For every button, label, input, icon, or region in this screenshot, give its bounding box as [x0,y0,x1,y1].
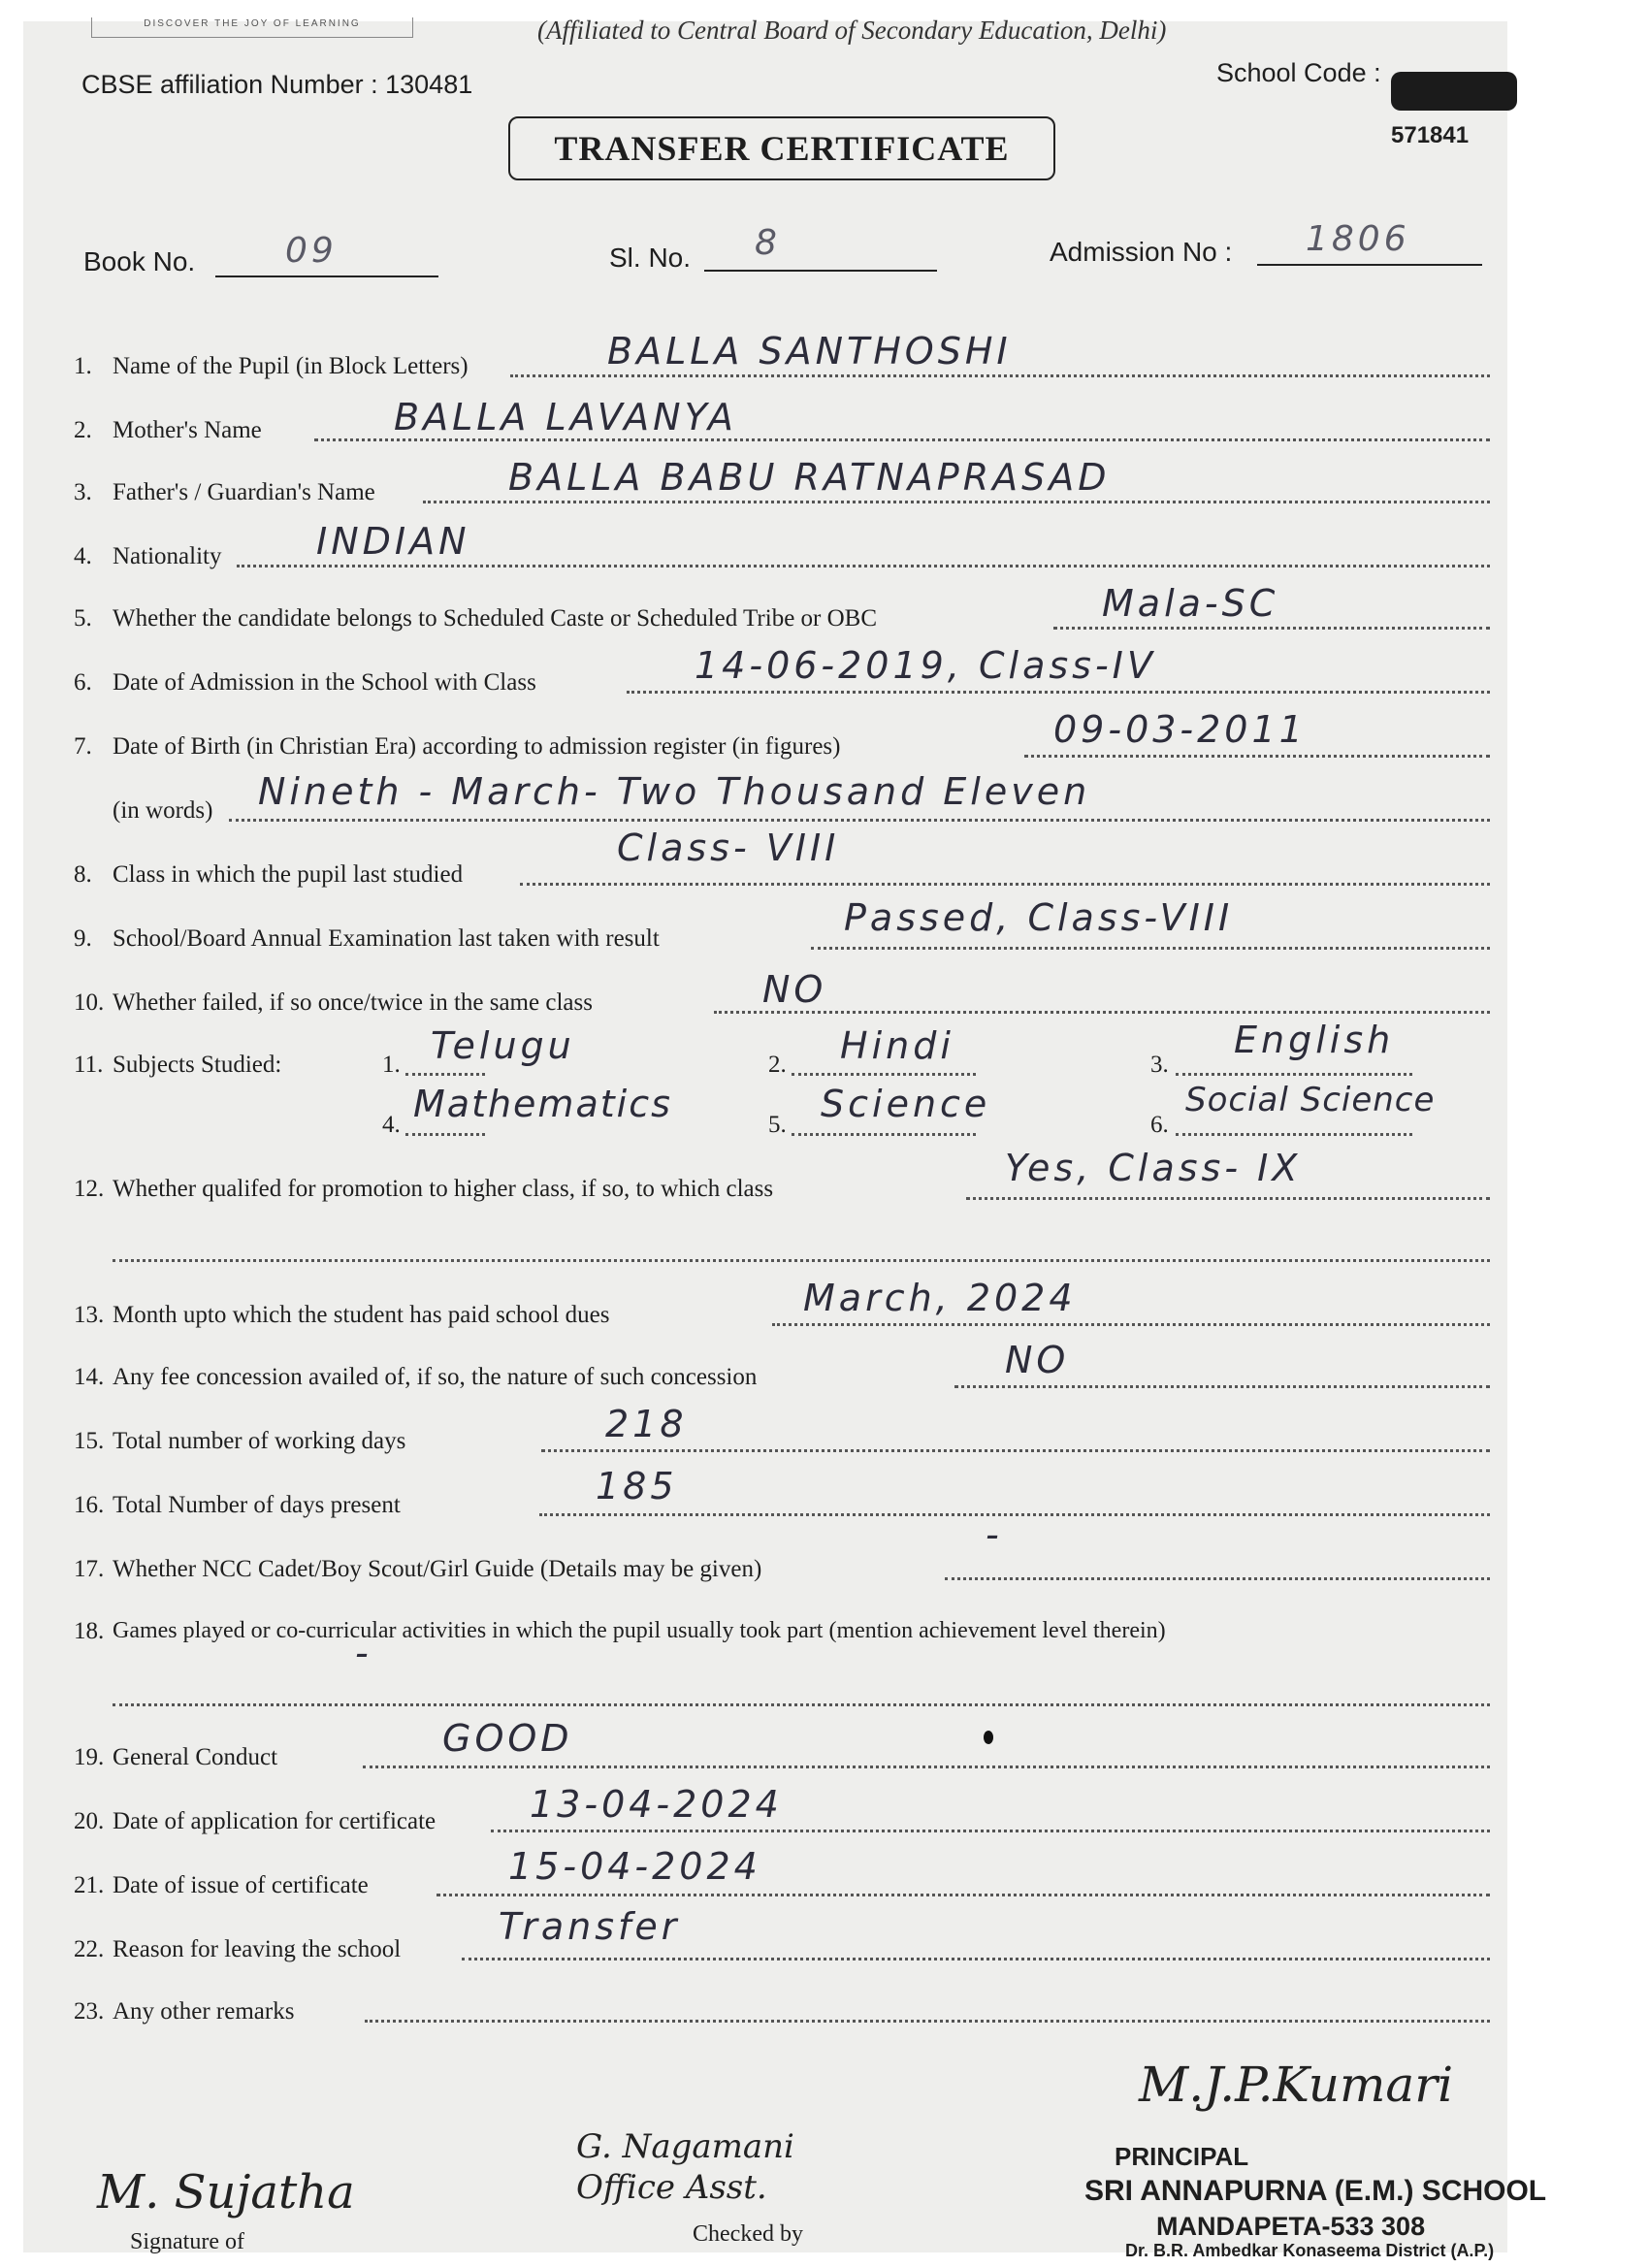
book-no-value: 09 [285,231,338,271]
dotted-line [462,1958,1490,1960]
field-row [74,396,1490,452]
book-no-underline [215,275,438,277]
subject-number: 5. [768,1112,787,1138]
field-number: 10. [74,989,105,1016]
field-value: INDIAN [316,520,470,563]
dotted-line [436,1894,1490,1896]
field-number: 3. [74,479,92,505]
dotted-line [945,1577,1490,1580]
field-row [74,1513,1490,1591]
dotted-line [541,1449,1490,1452]
dotted-line [314,438,1490,441]
subject-value: Science [821,1083,991,1125]
subject-value: Telugu [431,1024,575,1067]
field-label: Total number of working days [113,1428,406,1454]
field-label: Date of application for certificate [113,1808,436,1834]
field-label: Any fee concession availed of, if so, the nature of such concession [113,1364,758,1390]
field-value: BALLA SANTHOSHI [607,330,1012,373]
field-number: 9. [74,925,92,952]
field-label: Date of Birth (in Christian Era) according to admission register (in figures) [113,733,841,760]
field-row [74,1783,1490,1843]
field-value: 218 [605,1403,688,1445]
subject-value: Hindi [840,1024,954,1067]
redacted-school-code [1391,72,1517,111]
principal-signature: M.J.P.Kumari [1139,2057,1454,2113]
field-value: March, 2024 [803,1277,1077,1319]
field-value: NO [762,968,827,1011]
continuation-row [74,1682,1490,1717]
field-row [74,520,1490,578]
field-number: 11. [74,1052,104,1078]
subject-number: 1. [382,1052,401,1078]
field-row [74,1465,1490,1527]
field-value: Yes, Class- IX [1005,1147,1302,1189]
school-tagline: DISCOVER THE JOY OF LEARNING [91,17,413,38]
field-label: Whether qualifed for promotion to higher class, if so, to which class [113,1176,774,1202]
dotted-line [405,1133,485,1136]
admission-no-underline [1257,264,1482,266]
dotted-line [1176,1073,1412,1076]
subject-value: Mathematics [413,1083,672,1125]
field-value: BALLA LAVANYA [394,396,737,438]
field-row [74,1845,1490,1907]
field-row [74,1717,1490,1779]
field-row [74,1905,1490,1971]
field-row [74,330,1490,388]
field-value: NO [1005,1339,1070,1381]
sl-no-label: Sl. No. [609,243,692,273]
admission-no-value: 1806 [1306,219,1410,259]
field-value: Nineth - March- Two Thousand Eleven [258,770,1091,813]
dotted-line [966,1197,1490,1200]
field-value: - [355,1632,372,1674]
field-number: 8. [74,861,92,888]
dotted-line [113,1703,1490,1706]
field-value: Passed, Class-VIII [844,896,1234,939]
field-label: School/Board Annual Examination last taken with result [113,925,660,952]
field-label: Whether the candidate belongs to Scheduled Caste or Scheduled Tribe or OBC [113,605,878,632]
field-label: (in words) [113,797,213,824]
field-value: - [986,1513,1003,1556]
field-label: Reason for leaving the school [113,1936,402,1962]
field-row [74,1618,1490,1674]
principal-title: PRINCIPAL [1115,2142,1249,2171]
dotted-line [714,1011,1490,1014]
affiliation-line: (Affiliated to Central Board of Secondary Education, Delhi) [537,16,1167,45]
field-number: 7. [74,733,92,760]
field-label: Mother's Name [113,417,262,443]
field-value: BALLA BABU RATNAPRASAD [508,456,1111,499]
field-value: Transfer [499,1905,681,1948]
field-row [74,826,1490,896]
dotted-line [491,1830,1490,1832]
field-number: 2. [74,417,92,443]
dotted-line [520,883,1490,886]
field-number: 4. [74,543,92,569]
field-value: 14-06-2019, Class-IV [695,644,1156,687]
dotted-line [365,2020,1490,2023]
field-number: 15. [74,1428,105,1454]
checker-signature: G. Nagamani Office Asst. [576,2127,794,2207]
field-row [74,1147,1490,1211]
subject-value: Social Science [1185,1081,1436,1119]
field-label: Class in which the pupil last studied [113,861,464,888]
school-code-label: School Code : [1216,58,1381,87]
dotted-line [113,1259,1490,1262]
field-value: Class- VIII [617,826,840,869]
subject-number: 2. [768,1052,787,1078]
field-number: 14. [74,1364,105,1390]
school-place-stamp: MANDAPETA-533 308 [1156,2212,1426,2241]
field-number: 21. [74,1872,105,1898]
field-label: General Conduct [113,1744,278,1770]
field-value: 13-04-2024 [530,1783,783,1826]
field-value: GOOD [442,1717,573,1760]
field-label: Nationality [113,543,222,569]
field-row [74,1277,1490,1337]
dotted-line [792,1073,976,1076]
dotted-line [627,691,1490,694]
certificate-sheet [23,16,1547,2260]
field-label: Subjects Studied: [113,1052,282,1078]
sl-no-underline [704,270,937,272]
field-number: 17. [74,1556,105,1582]
subject-number: 3. [1150,1052,1169,1078]
certificate-serial-number: 571841 [1391,122,1470,148]
field-number: 6. [74,669,92,696]
field-label: Father's / Guardian's Name [113,479,375,505]
signature-of-label: Signature of [130,2229,244,2254]
dotted-line [363,1766,1490,1768]
field-value: 15-04-2024 [508,1845,761,1888]
field-row [74,1998,1490,2033]
dotted-line [1053,627,1490,630]
field-label: Name of the Pupil (in Block Letters) [113,353,469,379]
book-no-label: Book No. [83,246,196,276]
field-row [74,456,1490,514]
district-stamp: Dr. B.R. Ambedkar Konaseema District (A.P.) [1125,2241,1495,2260]
subject-value: English [1234,1019,1395,1061]
dotted-line [792,1133,976,1136]
field-label: Month upto which the student has paid school dues [113,1302,610,1328]
dotted-line [237,565,1490,567]
field-number: 20. [74,1808,105,1834]
field-label: Date of issue of certificate [113,1872,369,1898]
field-row [74,1339,1490,1399]
field-number: 18. [74,1618,105,1644]
field-number: 16. [74,1492,105,1518]
field-number: 13. [74,1302,105,1328]
ink-speck [984,1731,993,1744]
field-row [74,582,1490,640]
cbse-affiliation-number: CBSE affiliation Number : 130481 [81,70,473,99]
dotted-line [772,1323,1490,1326]
dotted-line [811,947,1490,950]
dotted-line [1024,755,1490,758]
subjects-row [74,1081,1490,1147]
field-label: Date of Admission in the School with Class [113,669,536,696]
field-value: 09-03-2011 [1053,708,1307,751]
field-row [74,708,1490,768]
field-value: Mala-SC [1102,582,1279,625]
subject-number: 6. [1150,1112,1169,1138]
field-label: Games played or co-curricular activities in which the pupil usually took part (mention achievement level therein) [113,1618,1166,1643]
field-label: Total Number of days present [113,1492,401,1518]
field-label: Whether failed, if so once/twice in the same class [113,989,593,1016]
school-name-stamp: SRI ANNAPURNA (E.M.) SCHOOL [1084,2175,1547,2207]
admission-no-label: Admission No : [1050,237,1233,267]
dotted-line [423,501,1490,503]
checked-by-label: Checked by [693,2221,803,2247]
dotted-line [1176,1133,1412,1136]
dotted-line [539,1513,1490,1516]
field-row [74,896,1490,960]
field-value: 185 [596,1465,678,1507]
field-number: 23. [74,1998,105,2025]
field-label: Whether NCC Cadet/Boy Scout/Girl Guide (Details may be given) [113,1556,762,1582]
subject-number: 4. [382,1112,401,1138]
continuation-row [74,1238,1490,1273]
field-number: 1. [74,353,92,379]
field-number: 22. [74,1936,105,1962]
field-row [74,644,1490,704]
dotted-line [405,1073,485,1076]
field-number: 12. [74,1176,105,1202]
dotted-line [954,1385,1490,1388]
dotted-line [229,819,1490,822]
class-teacher-signature: M. Sujatha [97,2165,355,2219]
sl-no-value: 8 [755,223,781,263]
field-number: 5. [74,605,92,632]
field-number: 19. [74,1744,105,1770]
page-title: TRANSFER CERTIFICATE [508,116,1055,180]
dotted-line [510,374,1490,377]
field-row [74,1403,1490,1463]
field-label: Any other remarks [113,1998,295,2025]
